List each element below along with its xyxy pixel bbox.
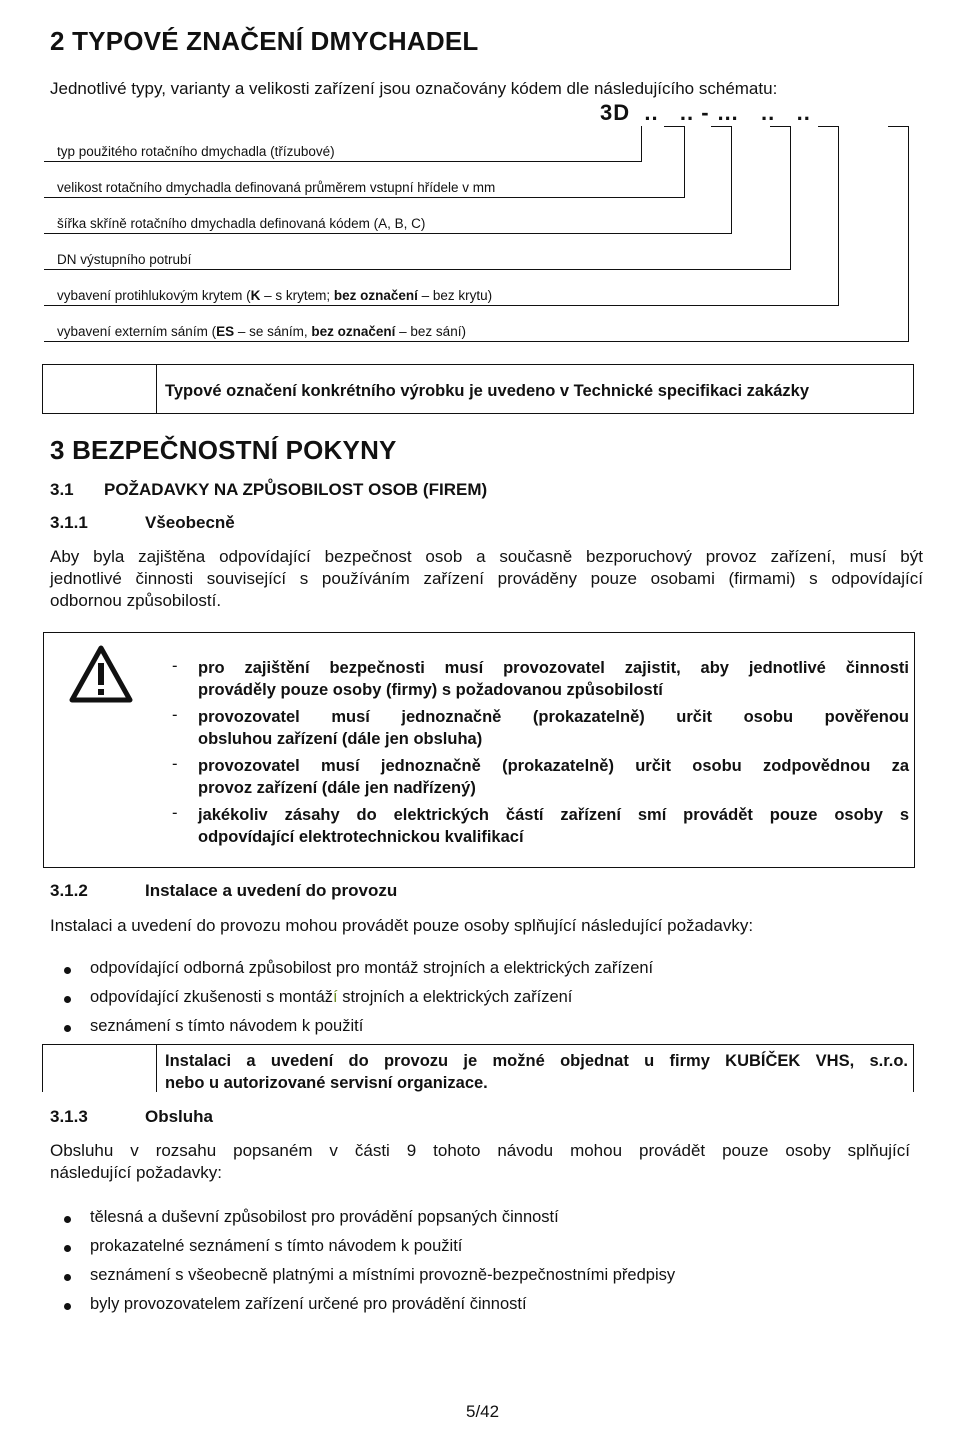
- bullet-dot: [64, 1303, 71, 1310]
- paragraph-operation: Obsluhu v rozsahu popsaném v části 9 tohoto návodu mohou provádět pouze osoby splňující následující požadavky:: [50, 1141, 910, 1182]
- warning-item: pro zajištění bezpečnosti musí provozovatel zajistit, aby jednotlivé činnosti prováděly pouze osoby (firmy) s požadovanou způsobilostí: [198, 659, 909, 699]
- heading-3-1-2-number: 3.1.2: [50, 881, 88, 900]
- schema-line-2: [44, 197, 684, 198]
- section-3-title: 3 BEZPEČNOSTNÍ POKYNY: [50, 435, 397, 465]
- schema-line-3: [44, 233, 731, 234]
- heading-3-1-1-number: 3.1.1: [50, 513, 88, 532]
- installation-note-divider: [156, 1045, 157, 1092]
- paragraph-installation: Instalaci a uvedení do provozu mohou provádět pouze osoby splňující následující požadavky:: [50, 916, 754, 935]
- bullet-dot: [64, 1025, 71, 1032]
- page-number: 5/42: [466, 1402, 500, 1421]
- bullet-dot: [64, 1216, 71, 1223]
- type-note-box: [42, 364, 914, 414]
- list-item: odpovídající zkušenosti s montáží strojních a elektrických zařízení: [90, 988, 573, 1006]
- type-note-text: Typové označení konkrétního výrobku je uvedeno v Technické specifikaci zakázky: [165, 382, 810, 400]
- list-item: seznámení s všeobecně platnými a místními provozně-bezpečnostními předpisy: [90, 1266, 676, 1284]
- heading-3-1-3-title: Obsluha: [145, 1107, 214, 1126]
- schema-vline-4: [790, 126, 791, 270]
- installation-note-text: Instalaci a uvedení do provozu je možné objednat u firmy KUBÍČEK VHS, s.r.o. nebo u autorizované servisní organizace.: [165, 1052, 908, 1092]
- heading-3-1-2-title: Instalace a uvedení do provozu: [145, 881, 398, 900]
- schema-top-stub-6: [888, 126, 909, 127]
- schema-line-5: [44, 305, 838, 306]
- list-item: odpovídající odborná způsobilost pro montáž strojních a elektrických zařízení: [90, 959, 654, 977]
- schema-label-cover: vybavení protihlukovým krytem (K – s krytem; bez označení – bez krytu): [57, 288, 493, 303]
- list-item: seznámení s tímto návodem k použití: [90, 1017, 364, 1035]
- schema-label-width: šířka skříně rotačního dmychadla definovaná kódem (A, B, C): [57, 216, 426, 231]
- schema-label-type: typ použitého rotačního dmychadla (třízubové): [57, 144, 335, 159]
- section-2-intro: Jednotlivé typy, varianty a velikosti zařízení jsou označovány kódem dle následujícího schématu:: [50, 79, 778, 98]
- warning-triangle-icon: [69, 645, 133, 703]
- list-item: tělesná a duševní způsobilost pro provádění popsaných činností: [90, 1208, 559, 1226]
- type-code-pattern: 3D .. .. - … .. ..: [600, 100, 811, 125]
- schema-vline-5: [838, 126, 839, 306]
- schema-vline-6: [908, 126, 909, 342]
- warning-item: provozovatel musí jednoznačně (prokazatelně) určit osobu zodpovědnou za provoz zařízení (dále jen nadřízený): [198, 757, 909, 797]
- heading-3-1-title: POŽADAVKY NA ZPŮSOBILOST OSOB (FIREM): [104, 480, 488, 499]
- schema-vline-3: [731, 126, 732, 234]
- bullet-dot: [64, 1245, 71, 1252]
- warning-item: jakékoliv zásahy do elektrických částí zařízení smí provádět pouze osoby s odpovídající elektrotechnickou kvalifikací: [198, 806, 909, 846]
- schema-vline-2: [684, 126, 685, 198]
- heading-3-1-1-title: Všeobecně: [145, 513, 235, 532]
- heading-3-1-3-number: 3.1.3: [50, 1107, 88, 1126]
- list-item: prokazatelné seznámení s tímto návodem k použití: [90, 1237, 463, 1255]
- paragraph-general: Aby byla zajištěna odpovídající bezpečnost osob a současně bezporuchový provoz zařízení, musí být jednotlivé činnosti související s používáním zařízení prováděny pouze osobami (firmami) s odpovídající odbornou způsobilostí.: [50, 547, 923, 610]
- schema-label-intake: vybavení externím sáním (ES – se sáním, bez označení – bez sání): [57, 324, 466, 339]
- schema-top-stub-4: [770, 126, 791, 127]
- schema-label-dn: DN výstupního potrubí: [57, 252, 192, 267]
- schema-line-1: [44, 161, 641, 162]
- bullet-dot: [64, 967, 71, 974]
- schema-vline-1: [641, 126, 642, 162]
- bullet-dot: [64, 1274, 71, 1281]
- schema-top-stub-5: [818, 126, 839, 127]
- schema-top-stub-3: [711, 126, 732, 127]
- schema-line-4: [44, 269, 790, 270]
- warning-item: provozovatel musí jednoznačně (prokazatelně) určit osobu pověřenou obsluhou zařízení (dále jen obsluha): [198, 708, 909, 748]
- schema-line-6: [44, 341, 908, 342]
- schema-top-stub-2: [664, 126, 685, 127]
- bullet-dot: [64, 996, 71, 1003]
- type-note-box-divider: [156, 365, 157, 413]
- schema-label-size: velikost rotačního dmychadla definovaná průměrem vstupní hřídele v mm: [57, 180, 496, 195]
- section-2-title: 2 TYPOVÉ ZNAČENÍ DMYCHADEL: [50, 26, 479, 56]
- list-item: byly provozovatelem zařízení určené pro provádění činností: [90, 1295, 527, 1313]
- heading-3-1-number: 3.1: [50, 480, 74, 499]
